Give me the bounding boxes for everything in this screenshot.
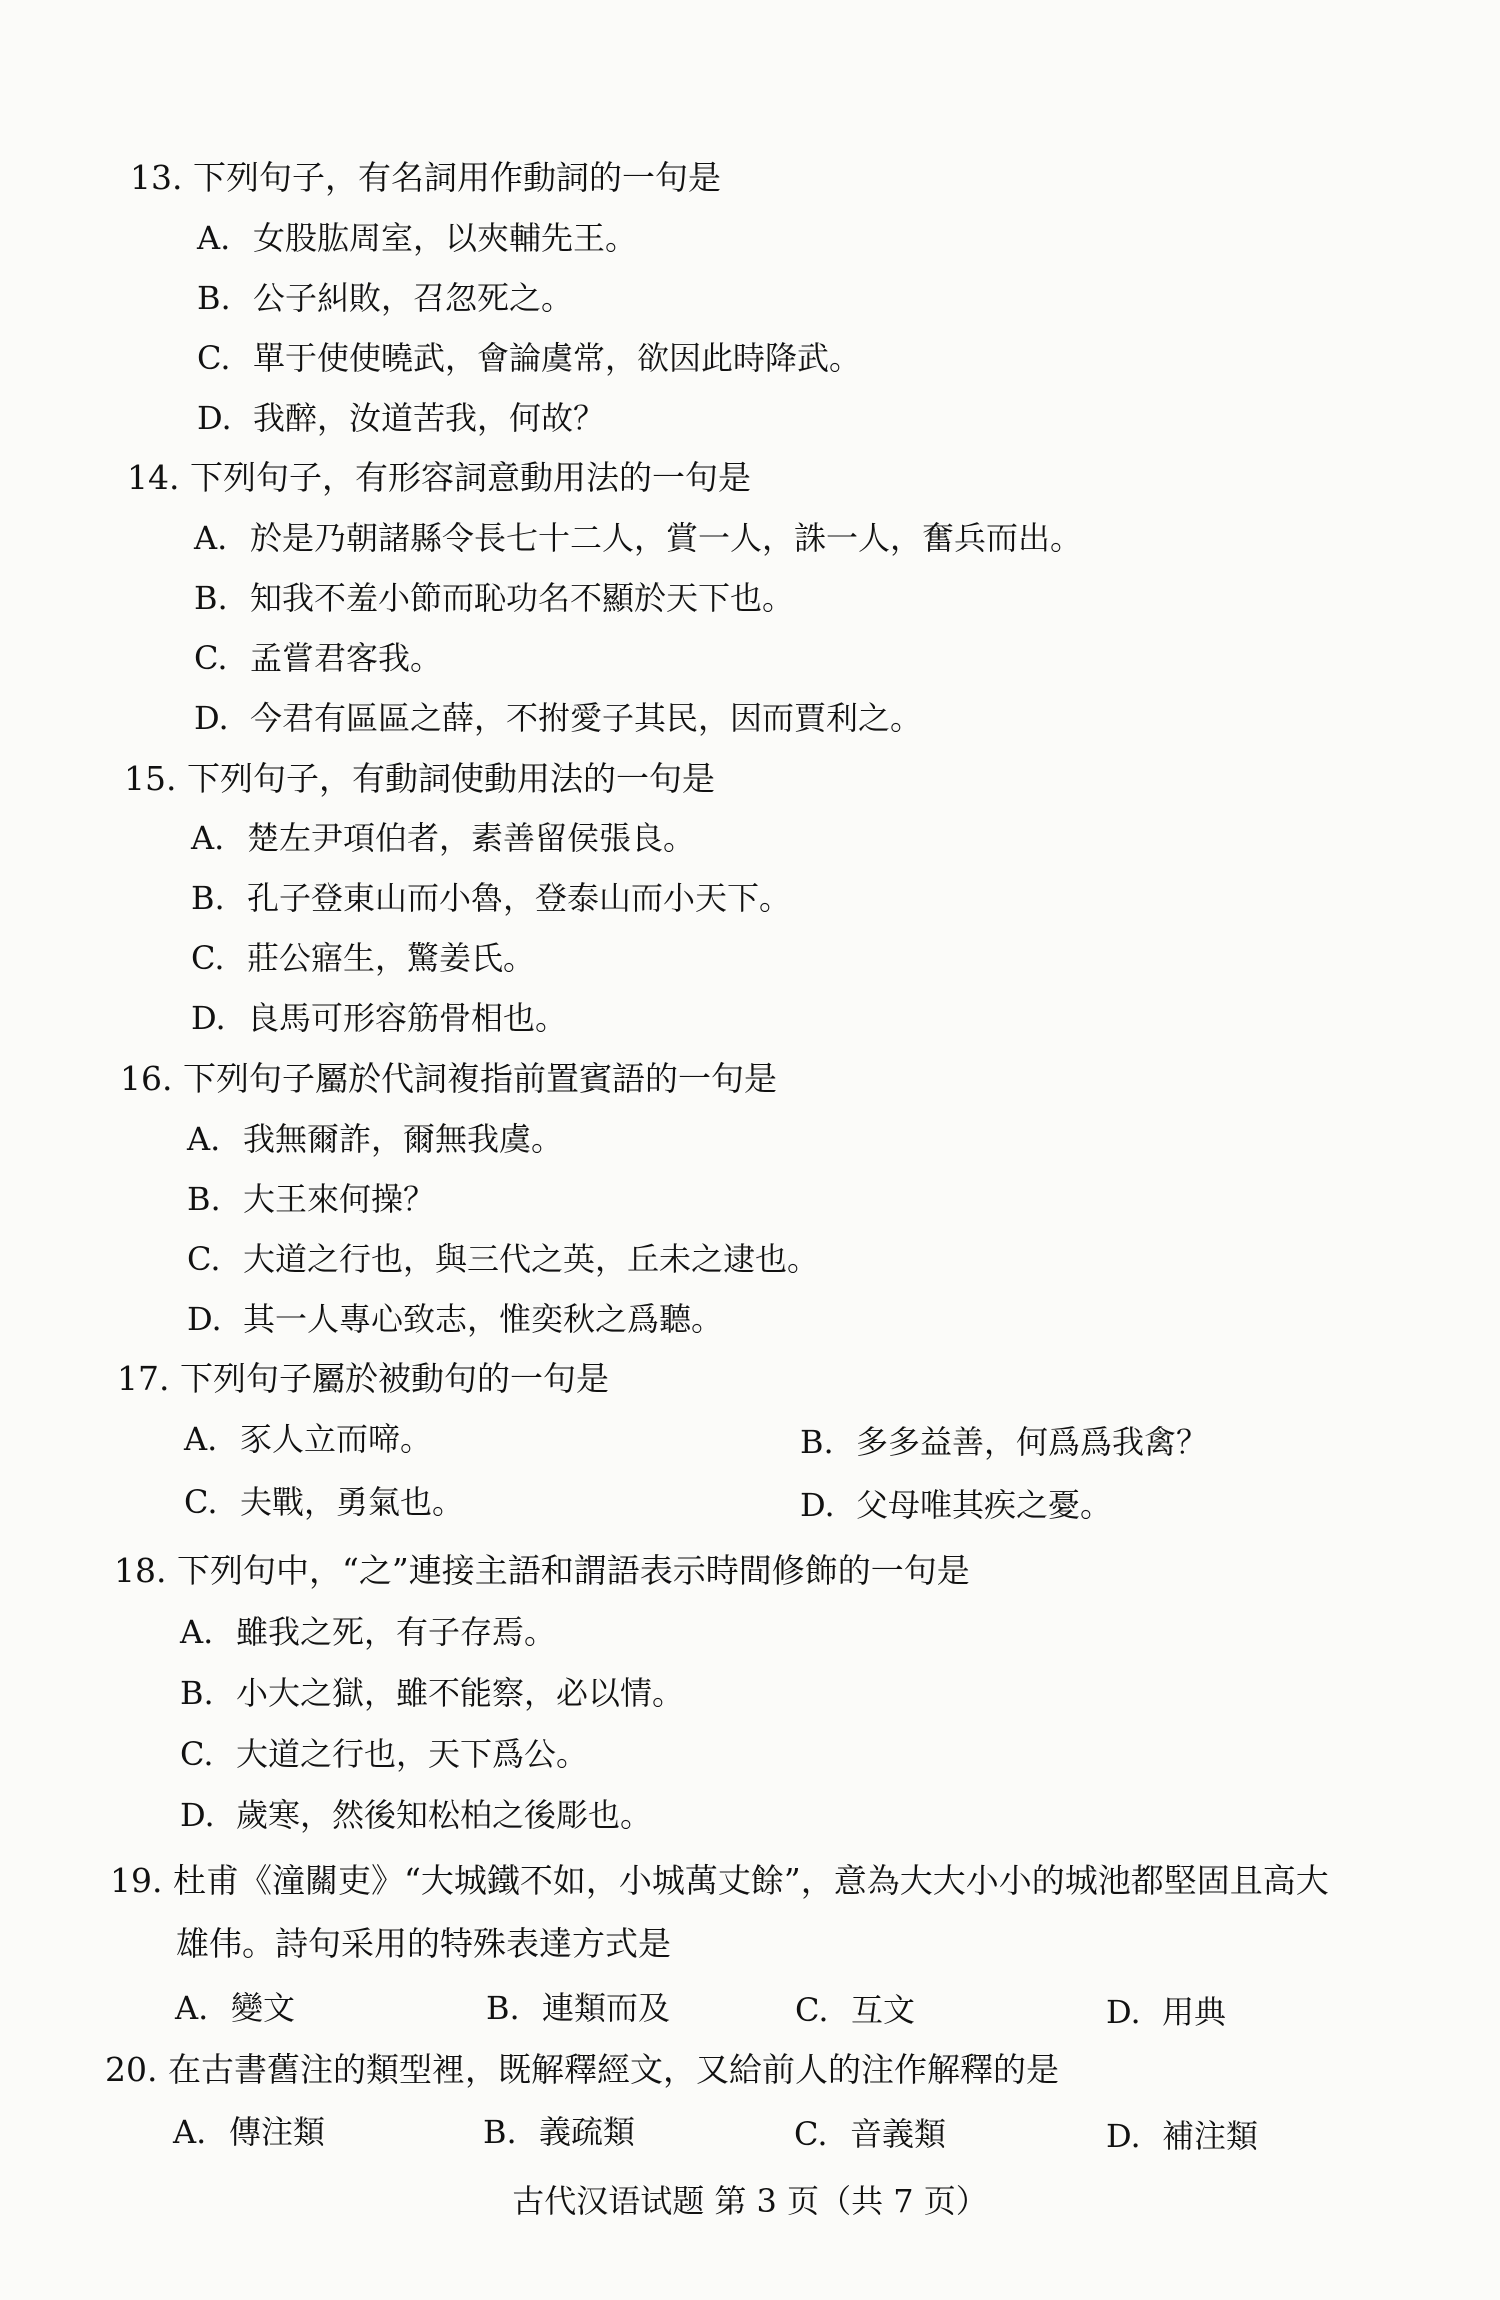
option-a [173,2112,325,2152]
option-d [194,698,922,738]
option-letter: C. [187,1240,221,1278]
question-stem [105,2050,1059,2090]
option-c [187,1239,819,1279]
option-text: 莊公寤生，驚姜氏。 [247,939,536,977]
option-text: 豕人立而啼。 [240,1420,433,1458]
option-letter: A. [184,1420,218,1458]
option-text: 多多益善，何爲爲我禽？ [856,1423,1209,1461]
option-letter: B. [483,2113,517,2151]
option-b [800,1422,1208,1462]
option-b [180,1673,684,1713]
option-letter: D. [197,399,232,437]
option-text: 夫戰，勇氣也。 [240,1483,465,1521]
option-letter: A. [197,219,231,257]
option-text: 互文 [851,1991,916,2029]
option-text: 孔子登東山而小魯，登泰山而小天下。 [247,879,792,917]
question-stem [117,1359,609,1399]
option-letter: B. [191,879,225,917]
option-letter: C. [795,1991,829,2029]
option-letter: C. [180,1735,214,1773]
option-letter: A. [180,1613,214,1651]
question-text: 下列句子，有形容詞意動用法的一句是 [189,458,751,497]
option-letter: B. [187,1180,221,1218]
option-text: 良馬可形容筋骨相也。 [247,999,568,1037]
option-letter: D. [800,1486,835,1524]
option-letter: B. [486,1989,520,2027]
option-text: 單于使使曉武，會論虞常，欲因此時降武。 [253,339,862,377]
question-text: 下列句子屬於被動句的一句是 [179,1359,609,1398]
option-text: 女股肱周室，以夾輔先王。 [253,219,638,257]
option-text: 知我不羞小節而恥功名不顯於天下也。 [250,579,795,617]
option-letter: A. [175,1989,209,2027]
option-text: 其一人專心致志，惟奕秋之爲聽。 [243,1300,724,1338]
option-text: 父母唯其疾之憂。 [856,1486,1113,1524]
question-text: 在古書舊注的類型裡，既解釋經文，又給前人的注作解釋的是 [167,2050,1059,2089]
question-stem [127,458,751,498]
question-number: 20. [105,2050,158,2089]
option-text: 傳注類 [229,2113,326,2151]
option-a [197,218,637,258]
question-number: 13. [130,158,183,197]
option-letter: A. [187,1120,221,1158]
option-text: 孟嘗君客我。 [250,639,443,677]
option-d [180,1795,652,1835]
question-text: 下列句中，“之”連接主語和謂語表示時間修飾的一句是 [176,1551,970,1590]
option-text: 雖我之死，有子存焉。 [236,1613,557,1651]
option-a [191,818,695,858]
option-text: 我醉，汝道苦我，何故？ [253,399,606,437]
option-text: 大王來何操？ [243,1180,436,1218]
question-text: 下列句子，有名詞用作動詞的一句是 [192,158,721,197]
option-b [187,1179,435,1219]
option-text: 楚左尹項伯者，素善留侯張良。 [247,819,696,857]
option-text: 連類而及 [542,1989,671,2027]
option-c [197,338,861,378]
option-c [794,2114,946,2154]
question-number: 17. [117,1359,170,1398]
page-footer: 古代汉语试题 第 3 页（共 7 页） [512,2182,988,2220]
option-text: 公子糾敗，召忽死之。 [253,279,574,317]
option-text: 大道之行也，天下爲公。 [236,1735,589,1773]
option-letter: B. [194,579,228,617]
question-number: 18. [114,1551,167,1590]
option-text: 義疏類 [539,2113,636,2151]
question-stem [124,759,715,799]
option-text: 小大之獄，雖不能察，必以情。 [236,1674,685,1712]
option-b [194,578,794,618]
option-letter: C. [191,939,225,977]
option-d [1106,1992,1226,2032]
option-letter: B. [800,1423,834,1461]
question-number: 15. [124,759,177,798]
option-a [184,1419,432,1459]
option-letter: D. [1106,2117,1141,2155]
option-d [197,398,605,438]
option-text: 音義類 [850,2115,947,2153]
question-stem [120,1059,777,1099]
question-text: 下列句子，有動詞使動用法的一句是 [186,759,715,798]
question-number: 16. [120,1059,173,1098]
option-letter: D. [180,1796,215,1834]
question-text-continued: 雄伟。詩句采用的特殊表達方式是 [176,1924,671,1963]
option-letter: D. [194,699,229,737]
option-a [175,1988,295,2028]
option-c [180,1734,588,1774]
question-text: 下列句子屬於代詞複指前置賓語的一句是 [182,1059,777,1098]
option-letter: B. [197,279,231,317]
option-letter: D. [1106,1993,1141,2031]
option-text: 補注類 [1162,2117,1259,2155]
option-c [184,1482,464,1522]
question-number: 19. [110,1861,163,1900]
option-text: 大道之行也，與三代之英，丘未之逮也。 [243,1240,820,1278]
option-b [486,1988,670,2028]
option-d [187,1299,723,1339]
option-letter: A. [194,519,228,557]
option-a [187,1119,563,1159]
option-letter: C. [794,2115,828,2153]
option-a [180,1612,556,1652]
question-text: 杜甫《潼關吏》“大城鐵不如，小城萬丈餘”，意為大大小小的城池都堅固且高大 [172,1861,1329,1900]
option-b [483,2112,635,2152]
question-stem [114,1551,970,1591]
option-text: 今君有區區之薛，不拊愛子其民，因而賈利之。 [250,699,923,737]
option-text: 於是乃朝諸縣令長七十二人，賞一人，誅一人，奮兵而出。 [250,519,1083,557]
option-c [191,938,535,978]
option-letter: A. [191,819,225,857]
option-text: 用典 [1162,1993,1227,2031]
option-d [800,1485,1112,1525]
question-stem [110,1861,1329,1901]
option-letter: A. [173,2113,207,2151]
option-b [191,878,791,918]
question-number: 14. [127,458,180,497]
option-c [795,1990,915,2030]
option-letter: D. [191,999,226,1037]
option-a [194,518,1082,558]
option-d [1106,2116,1258,2156]
option-text: 我無爾詐，爾無我虞。 [243,1120,564,1158]
option-letter: C. [184,1483,218,1521]
option-c [194,638,442,678]
option-letter: C. [194,639,228,677]
question-stem [130,158,721,198]
option-letter: D. [187,1300,222,1338]
option-letter: B. [180,1674,214,1712]
option-b [197,278,573,318]
option-d [191,998,567,1038]
option-text: 變文 [231,1989,296,2027]
option-letter: C. [197,339,231,377]
option-text: 歲寒，然後知松柏之後彫也。 [236,1796,653,1834]
